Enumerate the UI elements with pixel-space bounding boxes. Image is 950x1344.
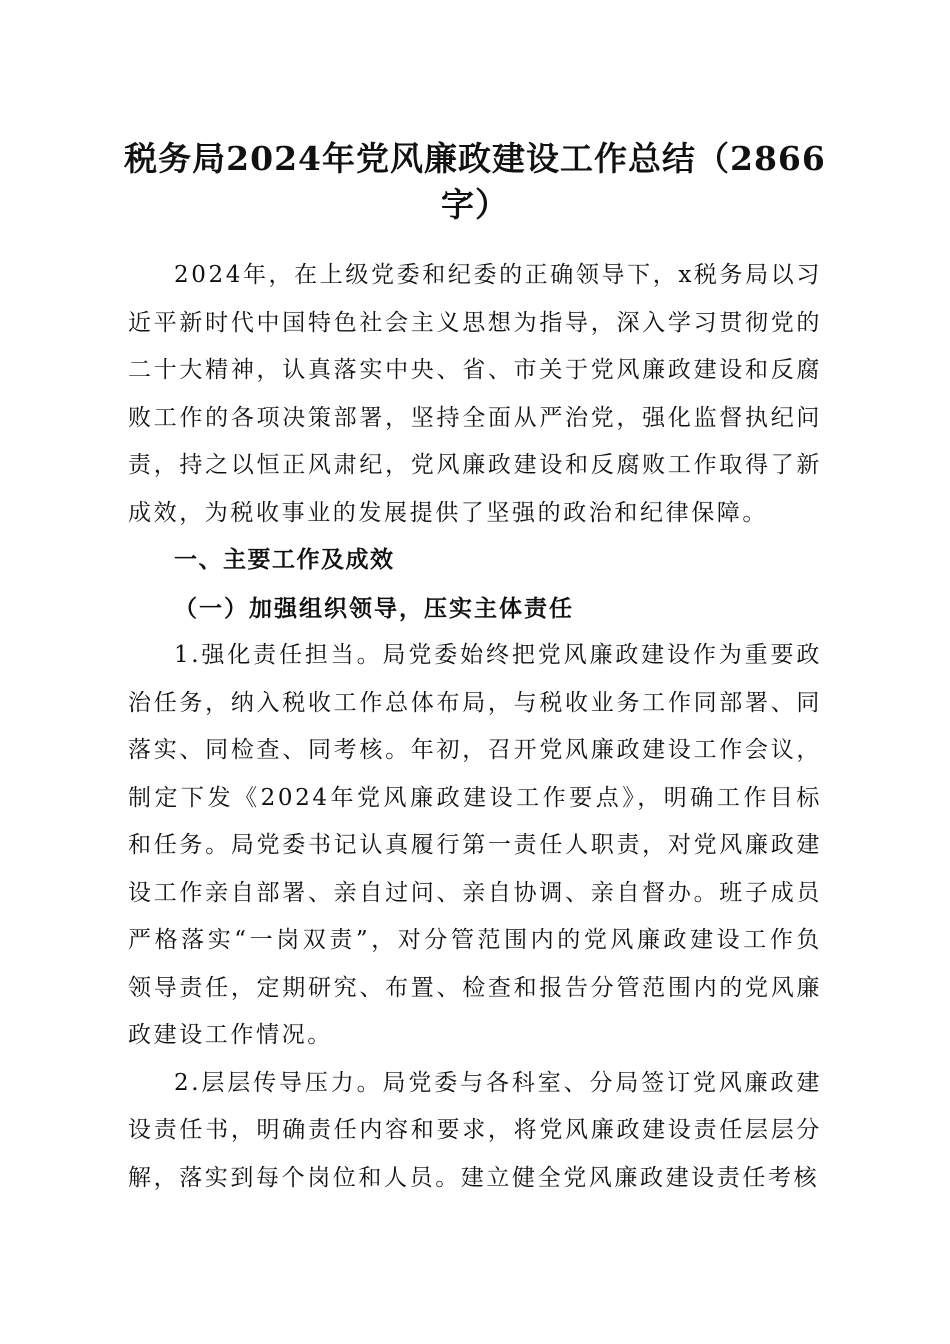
document-title: 税务局2024年党风廉政建设工作总结（2866字） [124,139,826,224]
item-paragraph-2: 2.层层传导压力。局党委与各科室、分局签订党风廉政建设责任书，明确责任内容和要求，将党风廉政建设责任层层分解，落实到每个岗位和人员。建立健全党风廉政建设责任考核 [128,1069,822,1191]
document-body [128,252,822,1202]
section-heading: 一、主要工作及成效 [174,547,395,573]
intro-paragraph: 2024年，在上级党委和纪委的正确领导下，x税务局以习近平新时代中国特色社会主义思想为指导，深入学习贯彻党的二十大精神，认真落实中央、省、市关于党风廉政建设和反腐败工作的各项决策部署，坚持全面从严治党，强化监督执纪问责，持之以恒正风肃纪，党风廉政建设和反腐败工作取得了新成效，为税收事业的发展提供了坚强的政治和纪律保障。 [128,262,822,526]
subsection-heading: （一）加强组织领导，压实主体责任 [174,594,574,622]
item-paragraph-1: 1.强化责任担当。局党委始终把党风廉政建设作为重要政治任务，纳入税收工作总体布局，与税收业务工作同部署、同落实、同检查、同考核。年初，召开党风廉政建设工作会议，制定下发《2024年党风廉政建设工作要点》，明确工作目标和任务。局党委书记认真履行第一责任人职责，对党风廉政建设工作亲自部署、亲自过问、亲自协调、亲自督办。班子成员严格落实“一岗双责”，对分管范围内的党风廉政建设工作负领导责任，定期研究、布置、检查和报告分管范围内的党风廉政建设工作情况。 [128,642,822,1048]
